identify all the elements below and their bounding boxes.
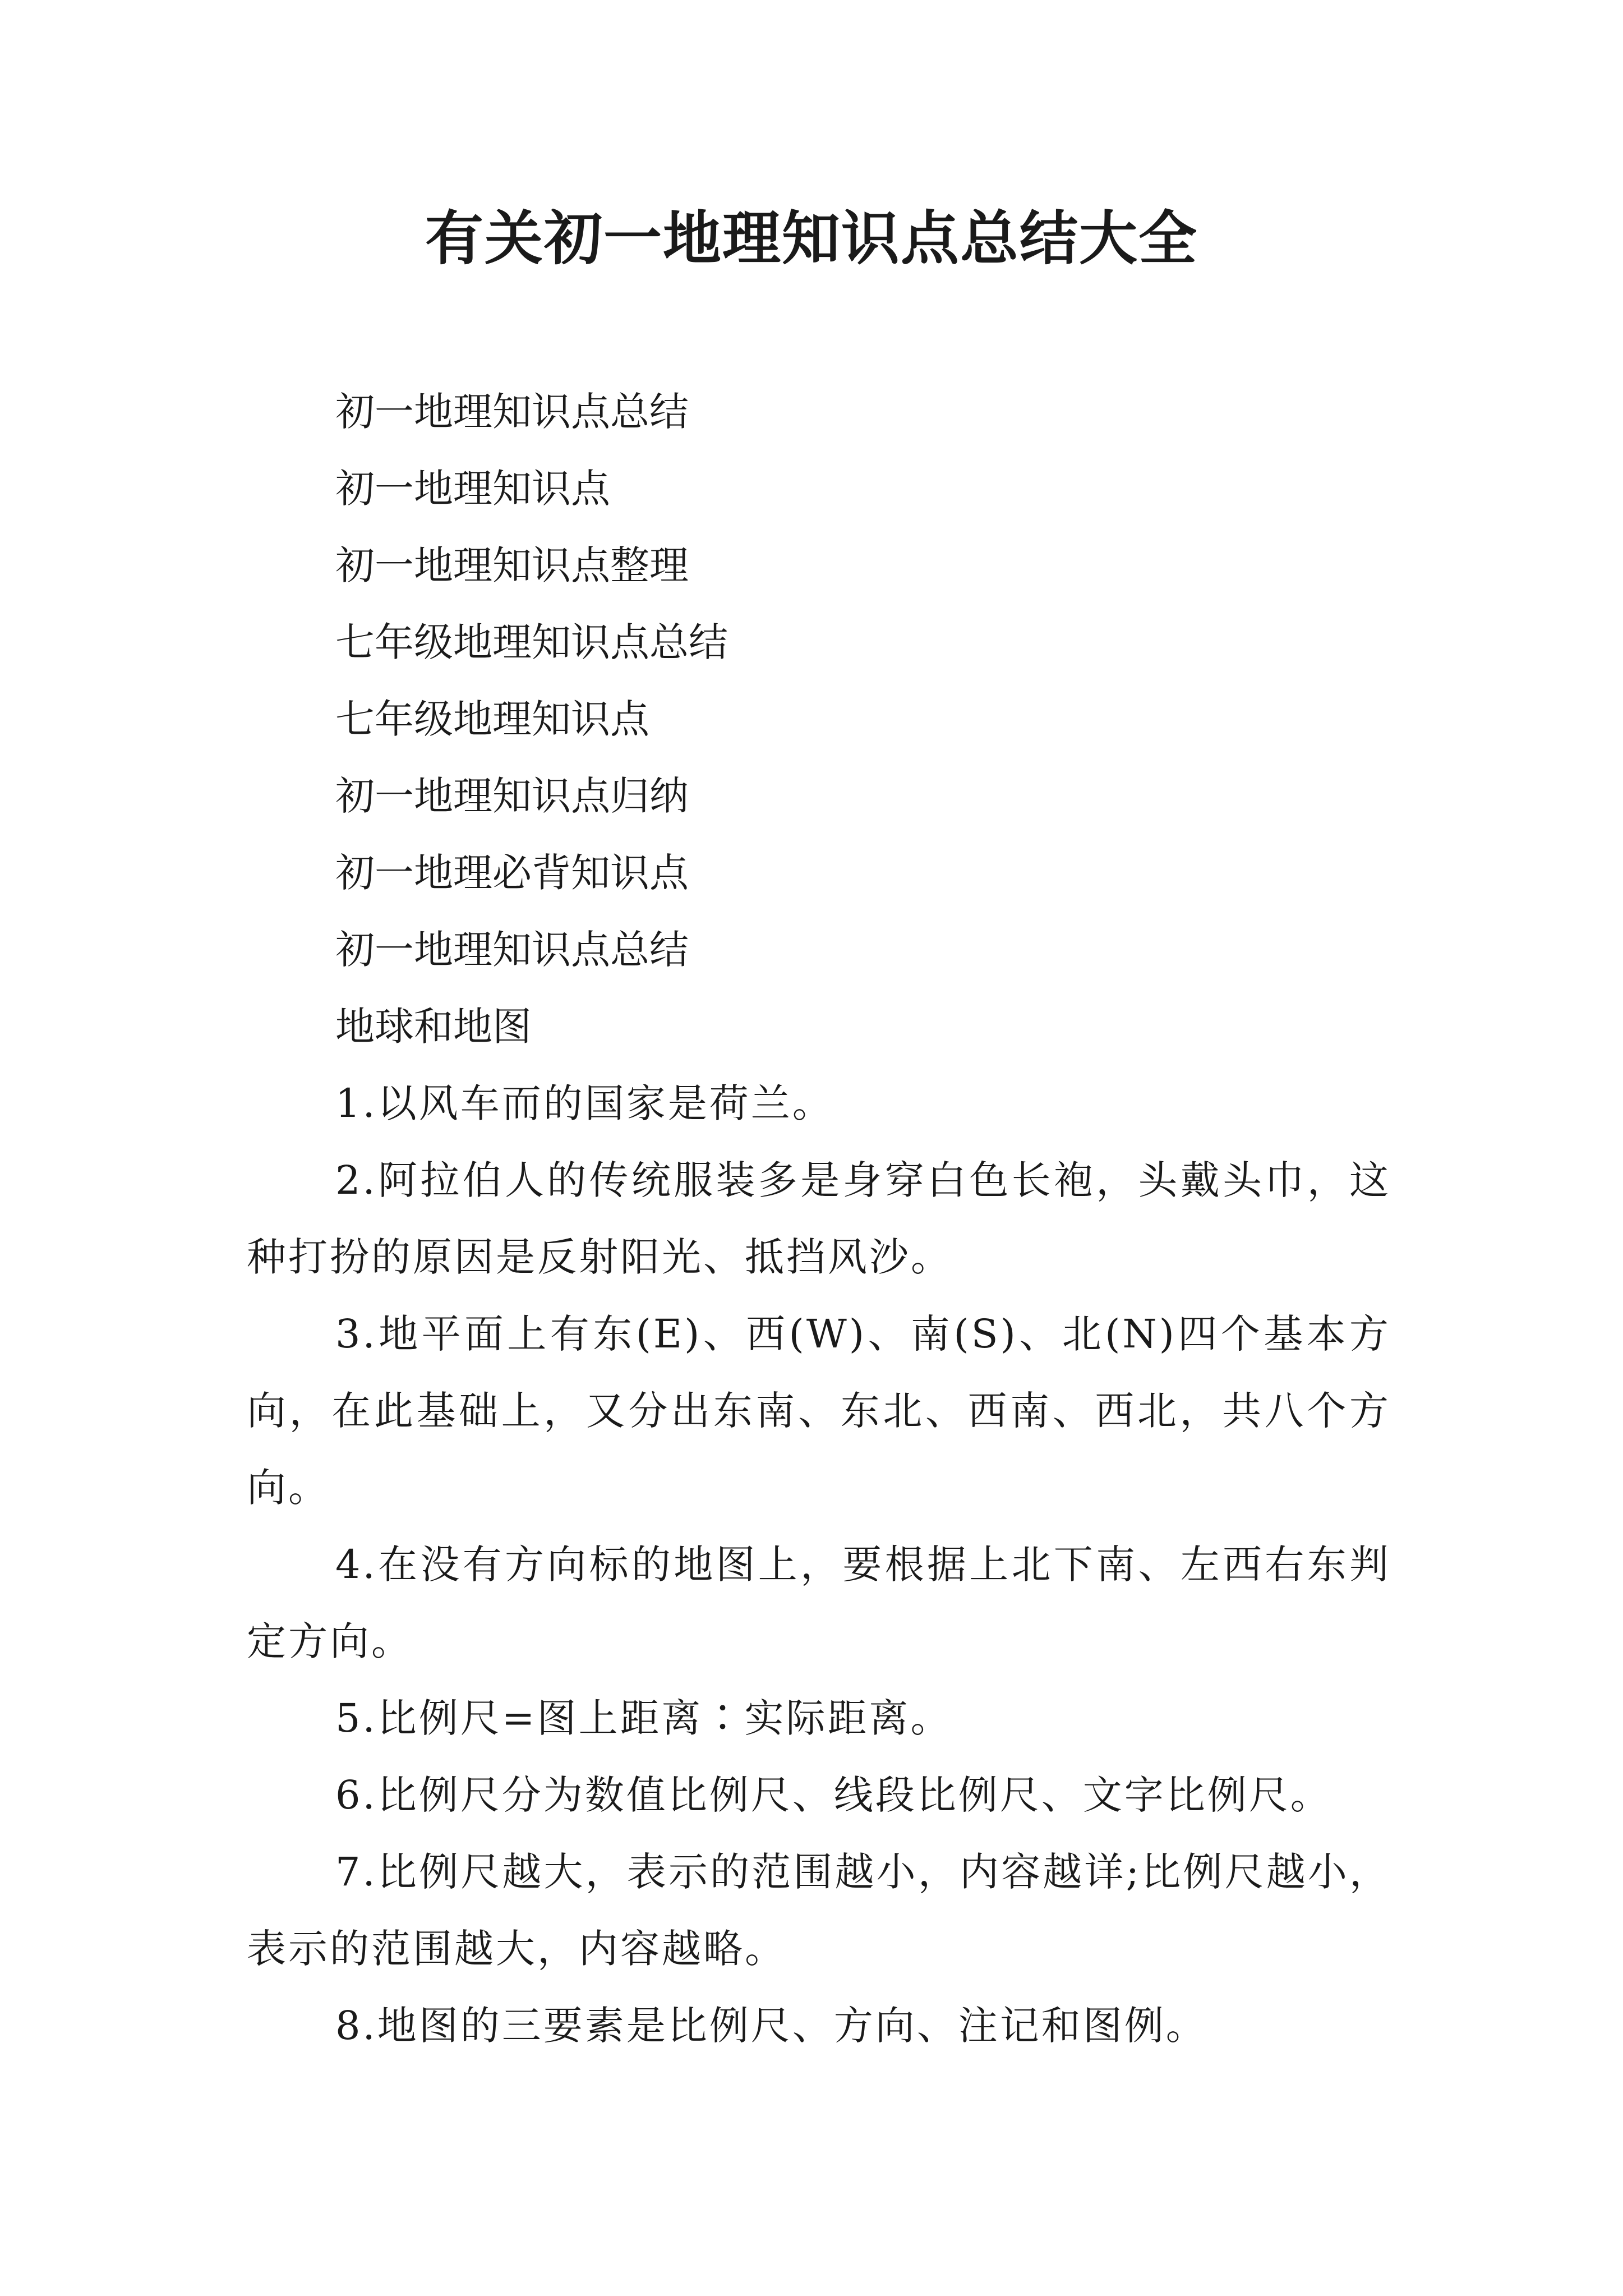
toc-line: 初一地理知识点总结	[335, 927, 689, 973]
toc-line: 初一地理必背知识点	[335, 850, 689, 896]
toc-line: 初一地理知识点	[335, 466, 610, 512]
toc-line: 初一地理知识点整理	[335, 542, 689, 588]
paragraph: 4.在没有方向标的地图上，要根据上北下南、左西右东判定方向。	[247, 1542, 1391, 1664]
paragraph: 5.比例尺=图上距离∶实际距离。	[335, 1695, 952, 1741]
section-heading: 地球和地图	[335, 1004, 532, 1050]
paragraph: 6.比例尺分为数值比例尺、线段比例尺、文字比例尺。	[335, 1772, 1332, 1818]
document-title: 有关初一地理知识点总结大全	[425, 204, 1198, 273]
toc-line: 初一地理知识点归纳	[335, 773, 689, 819]
toc-line: 七年级地理知识点总结	[335, 619, 728, 665]
document-body	[247, 374, 1391, 2064]
paragraph: 3.地平面上有东(E)、西(W)、南(S)、北(N)四个基本方向，在此基础上，又分出东南、东北、西南、西北，共八个方向。	[247, 1311, 1391, 1511]
paragraph: 1.以风车而的国家是荷兰。	[335, 1080, 834, 1126]
paragraph: 7.比例尺越大，表示的范围越小，内容越详;比例尺越小，表示的范围越大，内容越略。	[247, 1849, 1391, 1972]
toc-line: 初一地理知识点总结	[335, 389, 689, 435]
paragraph: 8.地图的三要素是比例尺、方向、注记和图例。	[335, 2003, 1207, 2049]
paragraph: 2.阿拉伯人的传统服装多是身穿白色长袍，头戴头巾，这种打扮的原因是反射阳光、抵挡风沙。	[247, 1157, 1391, 1280]
toc-line: 七年级地理知识点	[335, 696, 649, 742]
